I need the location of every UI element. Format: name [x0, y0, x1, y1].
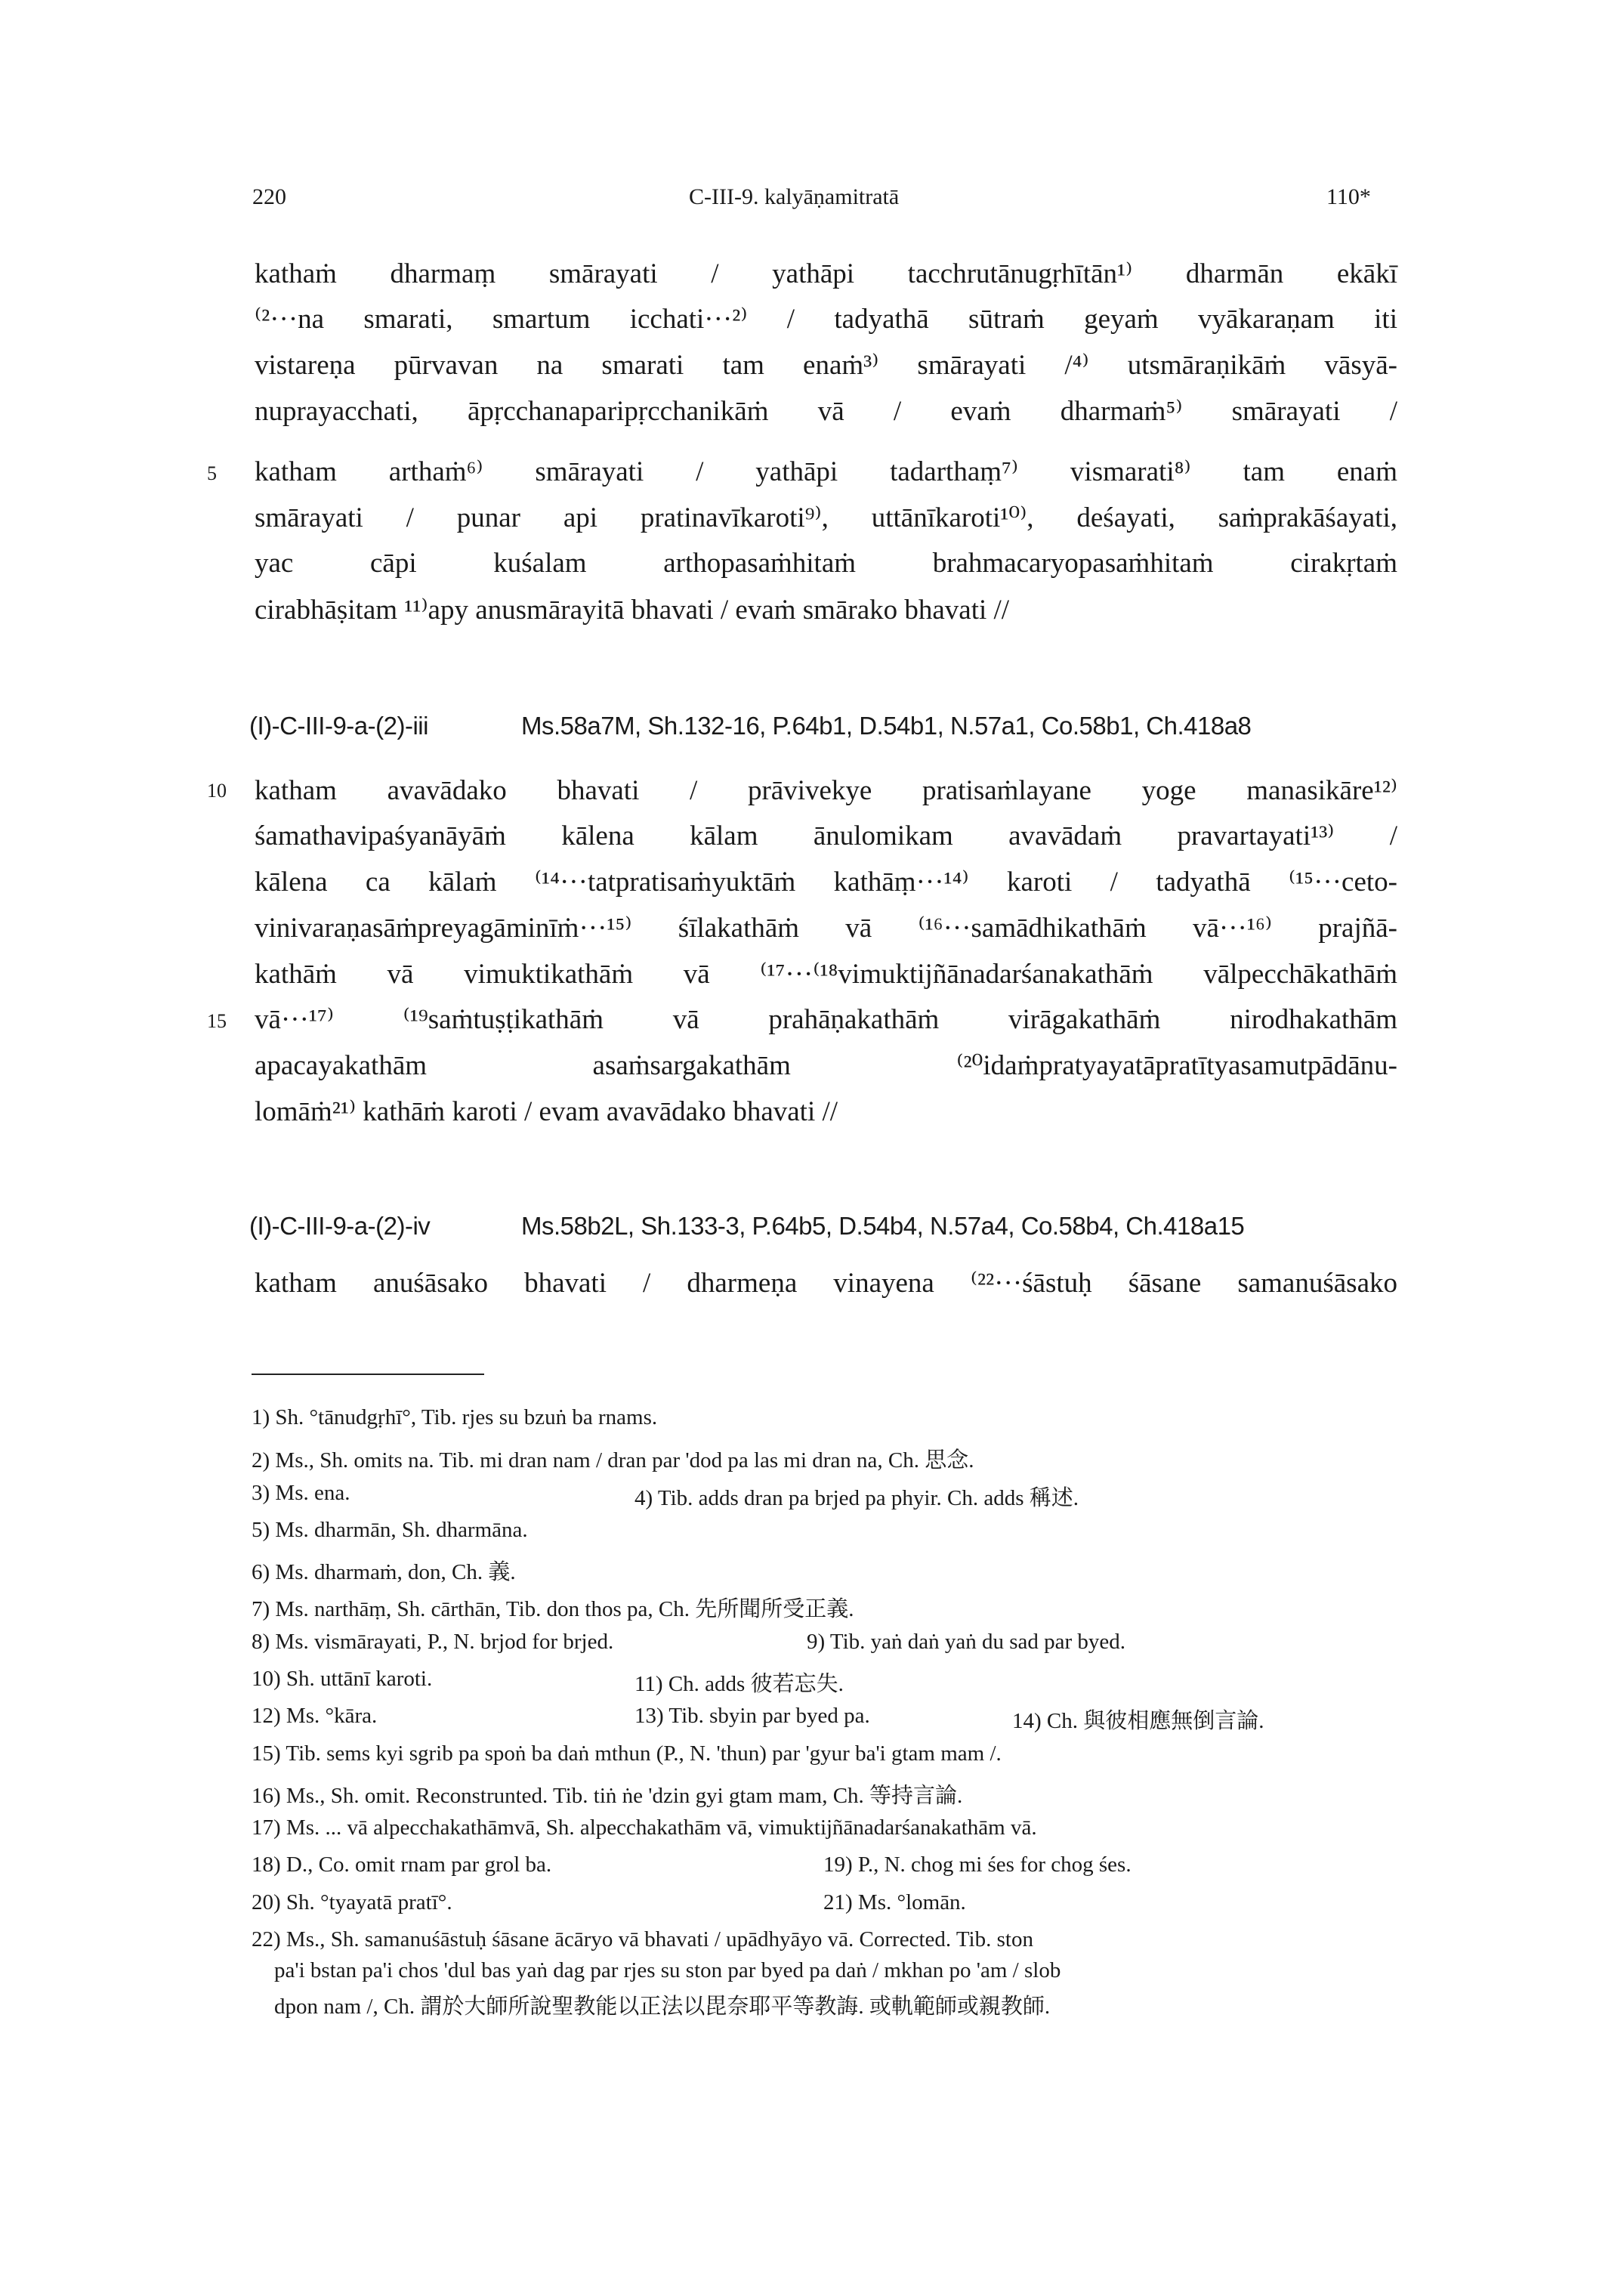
footnote: 16) Ms., Sh. omit. Reconstrunted. Tib. tiṅ ṅe 'dzin gyi gtam mam, Ch. 等持言論. [252, 1784, 963, 1808]
text-line: katham arthaṁ⁶⁾ smārayati / yathāpi tadarthaṃ⁷⁾ vismarati⁸⁾ tam enaṁ [255, 456, 1397, 487]
footnote: 17) Ms. ... vā alpecchakathāmvā, Sh. alpecchakathām vā, vimuktijñānadarśanakathām vā. [252, 1815, 1037, 1840]
footnote: 12) Ms. °kāra. [252, 1704, 378, 1728]
footnote: 14) Ch. 與彼相應無倒言論. [1012, 1709, 1264, 1733]
text-line: apacayakathām asaṁsargakathām ⁽²⁰idaṁpratyayatāpratītyasamutpādānu- [255, 1050, 1397, 1081]
text-line: cirabhāṣitam ¹¹⁾apy anusmārayitā bhavati / evaṁ smārako bhavati // [255, 595, 1010, 626]
footnote: 15) Tib. sems kyi sgrib pa spoṅ ba daṅ mthun (P., N. 'thun) par 'gyur ba'i gtam mam /. [252, 1741, 1002, 1766]
text-line: smārayati / punar api pratinavīkaroti⁹⁾, uttānīkaroti¹⁰⁾, deśayati, saṁprakāśayati, [255, 502, 1397, 533]
text-line: nuprayacchati, āpṛcchanaparipṛcchanikāṁ vā / evaṁ dharmaṁ⁵⁾ smārayati / [255, 396, 1397, 427]
section-refs: Ms.58b2L, Sh.133-3, P.64b5, D.54b4, N.57a4, Co.58b4, Ch.418a15 [521, 1212, 1245, 1240]
text-line: katham avavādako bhavati / prāvivekye pratisaṁlayane yoge manasikāre¹²⁾ [255, 775, 1397, 806]
footnote: 2) Ms., Sh. omits na. Tib. mi dran nam / dran par 'dod pa las mi dran na, Ch. 思念. [252, 1448, 974, 1472]
footnote-continuation: dpon nam /, Ch. 謂於大師所說聖教能以正法以毘奈耶平等教誨. 或軌範師或親教師. [274, 1995, 1051, 2019]
footnote: 22) Ms., Sh. samanuśāstuḥ śāsane ācāryo vā bhavati / upādhyāyo vā. Corrected. Tib. ston [252, 1927, 1033, 1951]
page-number: 220 [252, 184, 286, 209]
text-line: ⁽²···na smarati, smartum icchati···²⁾ / tadyathā sūtraṁ geyaṁ vyākaraṇam iti [255, 304, 1397, 335]
footnote-rule [252, 1374, 484, 1375]
running-title: C-III-9. kalyāṇamitratā [689, 184, 900, 209]
footnote: 13) Tib. sbyin par byed pa. [634, 1704, 870, 1728]
footnote: 7) Ms. narthāṃ, Sh. cārthān, Tib. don thos pa, Ch. 先所聞所受正義. [252, 1597, 854, 1621]
section-id: (I)-C-III-9-a-(2)-iii [249, 712, 428, 740]
text-line: katham anuśāsako bhavati / dharmeṇa vinayena ⁽²²···śāstuḥ śāsane samanuśāsako [255, 1268, 1397, 1299]
footnote: 1) Sh. °tānudgṛhī°, Tib. rjes su bzuṅ ba rnams. [252, 1405, 658, 1429]
line-number: 5 [207, 462, 217, 484]
footnote-continuation: pa'i bstan pa'i chos 'dul bas yaṅ dag par rjes su ston par byed pa daṅ / mkhan po 'am / slob [274, 1958, 1061, 1982]
line-number: 15 [207, 1010, 227, 1032]
text-line: yac cāpi kuśalam arthopasaṁhitaṁ brahmacaryopasaṁhitaṁ cirakṛtaṁ [255, 548, 1397, 579]
text-line: kathāṁ vā vimuktikathāṁ vā ⁽¹⁷···⁽¹⁸vimuktijñānadarśanakathāṁ vālpecchākathāṁ [255, 959, 1397, 990]
footnote: 4) Tib. adds dran pa brjed pa phyir. Ch. adds 稱述. [634, 1486, 1079, 1510]
section-refs: Ms.58a7M, Sh.132-16, P.64b1, D.54b1, N.57a1, Co.58b1, Ch.418a8 [521, 712, 1252, 740]
text-line: vā···¹⁷⁾ ⁽¹⁹saṁtuṣṭikathāṁ vā prahāṇakathāṁ virāgakathāṁ nirodhakathām [255, 1004, 1397, 1035]
footnote: 10) Sh. uttānī karoti. [252, 1667, 433, 1691]
text-line: vinivaraṇasāṁpreyagāminīṁ···¹⁵⁾ śīlakathāṁ vā ⁽¹⁶···samādhikathāṁ vā···¹⁶⁾ prajñā- [255, 913, 1397, 944]
footnote: 11) Ch. adds 彼若忘失. [634, 1672, 844, 1696]
footnote: 8) Ms. vismārayati, P., N. brjod for brjed. [252, 1630, 614, 1654]
footnote: 18) D., Co. omit rnam par grol ba. [252, 1853, 552, 1877]
footnote: 9) Tib. yaṅ daṅ yaṅ du sad par byed. [807, 1630, 1126, 1654]
footnote: 3) Ms. ena. [252, 1481, 350, 1505]
text-line: vistareṇa pūrvavan na smarati tam enaṁ³⁾ smārayati /⁴⁾ utsmāraṇikāṁ vāsyā- [255, 350, 1397, 381]
text-line: kālena ca kālaṁ ⁽¹⁴···tatpratisaṁyuktāṁ kathāṃ···¹⁴⁾ karoti / tadyathā ⁽¹⁵···ceto- [255, 867, 1397, 898]
folio-number: 110* [1326, 184, 1371, 209]
section-id: (I)-C-III-9-a-(2)-iv [249, 1212, 431, 1240]
footnote: 6) Ms. dharmaṁ, don, Ch. 義. [252, 1560, 516, 1584]
footnote: 19) P., N. chog mi śes for chog śes. [823, 1853, 1132, 1877]
text-line: śamathavipaśyanāyāṁ kālena kālam ānulomikam avavādaṁ pravartayati¹³⁾ / [255, 820, 1397, 851]
line-number: 10 [207, 780, 227, 802]
footnote: 5) Ms. dharmān, Sh. dharmāna. [252, 1518, 528, 1542]
footnote: 21) Ms. °lomān. [823, 1890, 966, 1914]
footnote: 20) Sh. °tyayatā pratī°. [252, 1890, 452, 1914]
text-line: kathaṁ dharmaṃ smārayati / yathāpi tacchrutānugṛhītān¹⁾ dharmān ekākī [255, 258, 1397, 289]
text-line: lomāṁ²¹⁾ kathāṁ karoti / evam avavādako bhavati // [255, 1096, 838, 1127]
